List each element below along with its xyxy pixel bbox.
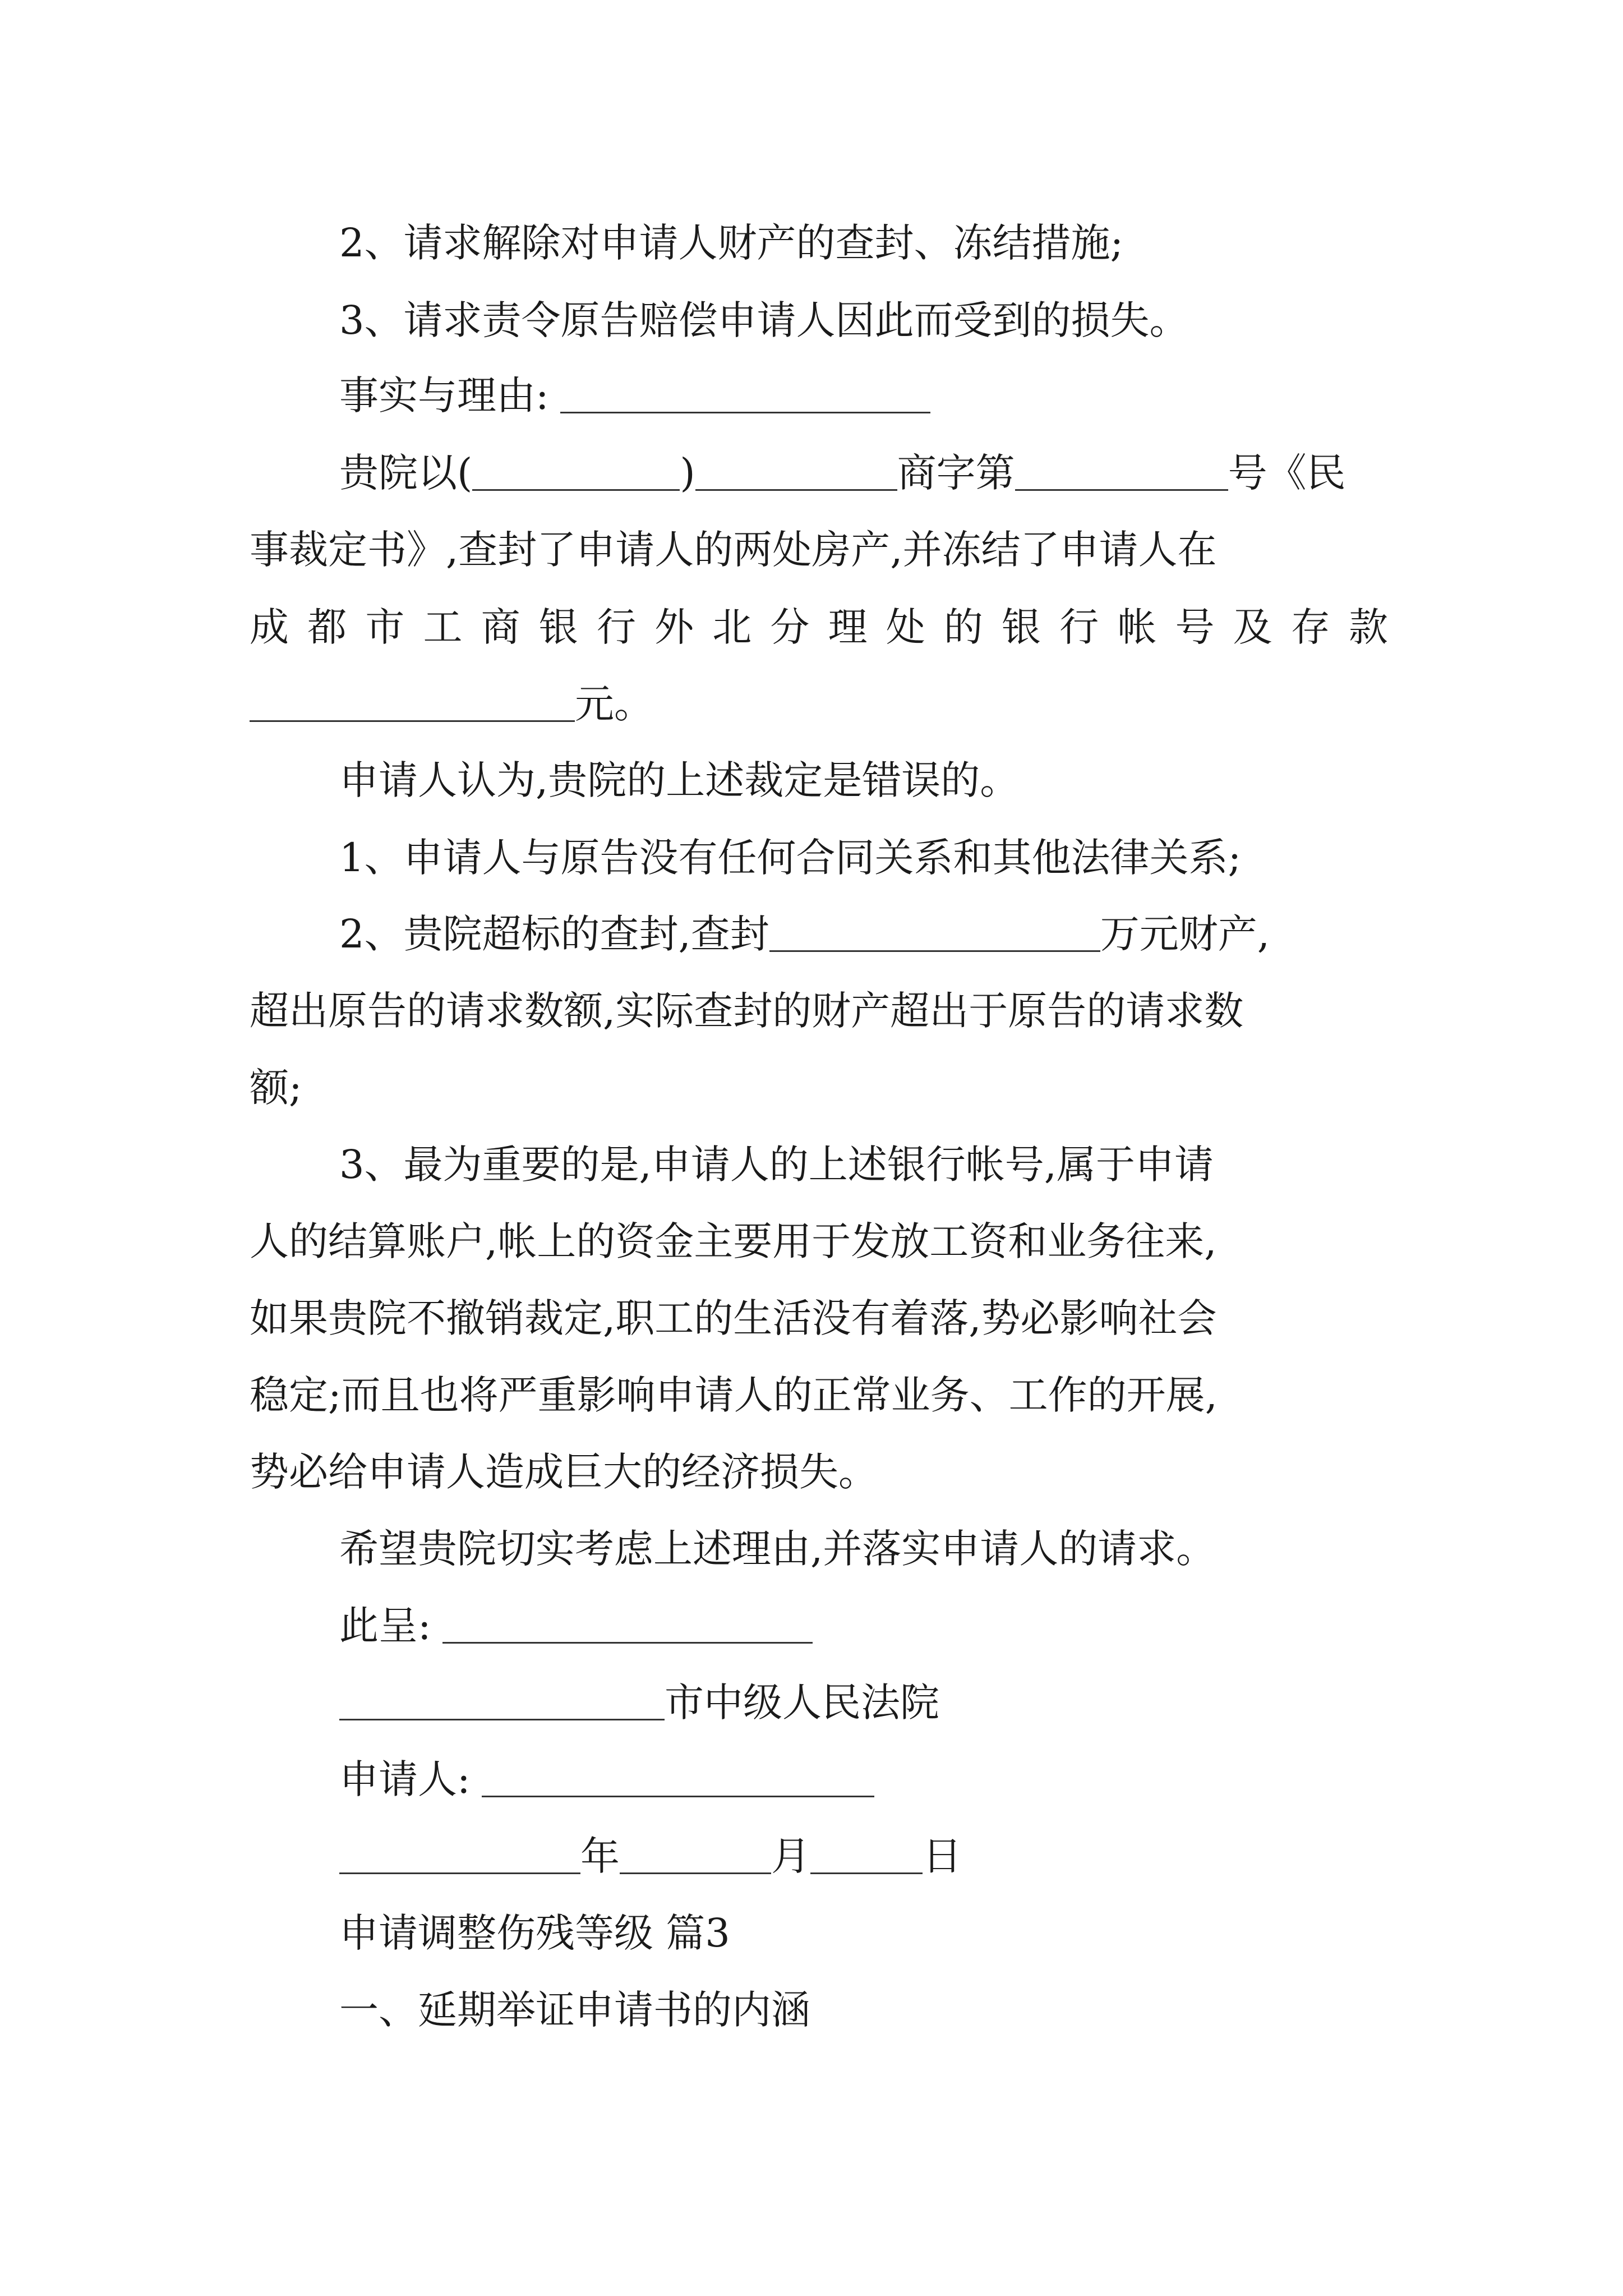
seized-amount-blank bbox=[769, 917, 1100, 952]
facts-blank bbox=[560, 378, 930, 413]
opinion-line: 申请人认为,贵院的上述裁定是错误的。 bbox=[339, 757, 1020, 803]
court-name-line bbox=[339, 1677, 939, 1728]
bank-line-char: 商 bbox=[481, 604, 520, 650]
bank-line-char: 理 bbox=[828, 604, 868, 650]
court-city-blank bbox=[339, 1685, 665, 1720]
bank-line-char: 帐 bbox=[1117, 604, 1157, 650]
ruling-text-a: 贵院以( bbox=[339, 450, 473, 496]
request-item-3: 3、请求责令原告赔偿申请人因此而受到的损失。 bbox=[339, 297, 1189, 343]
bank-line-char: 处 bbox=[886, 604, 925, 650]
amount-blank bbox=[250, 687, 575, 722]
reason-2-text-a: 2、贵院超标的查封,查封 bbox=[339, 911, 769, 957]
request-item-2: 2、请求解除对申请人财产的查封、冻结措施; bbox=[339, 220, 1124, 266]
bank-line-char: 的 bbox=[943, 604, 983, 650]
reason-3-line-2: 人的结算账户,帐上的资金主要用于发放工资和业务往来, bbox=[250, 1218, 1217, 1264]
reason-2-line-3: 额; bbox=[250, 1065, 302, 1111]
case-number-blank bbox=[1015, 455, 1228, 491]
bank-line-char: 北 bbox=[712, 604, 752, 650]
date-line bbox=[339, 1831, 962, 1881]
ruling-reference-line bbox=[339, 448, 1346, 498]
ruling-text-c: 商字第 bbox=[897, 450, 1015, 496]
bank-line-char: 行 bbox=[596, 604, 636, 650]
ruling-line-2: 事裁定书》,查封了申请人的两处房产,并冻结了申请人在 bbox=[250, 527, 1217, 573]
bank-line-char: 外 bbox=[654, 604, 694, 650]
bank-line-char: 号 bbox=[1175, 604, 1215, 650]
day-field-blank bbox=[810, 1839, 923, 1874]
bank-line-char: 行 bbox=[1059, 604, 1099, 650]
bank-line-char: 都 bbox=[307, 604, 347, 650]
date-day: 日 bbox=[923, 1833, 962, 1879]
court-code-blank bbox=[695, 455, 897, 491]
submit-to-label: 此呈: bbox=[339, 1603, 431, 1649]
bank-line-char: 及 bbox=[1233, 604, 1272, 650]
subsection-heading: 一、延期举证申请书的内涵 bbox=[339, 1987, 810, 2033]
reason-3-line-1: 3、最为重要的是,申请人的上述银行帐号,属于申请 bbox=[339, 1142, 1214, 1188]
facts-heading bbox=[339, 370, 930, 421]
bank-line-char: 款 bbox=[1348, 604, 1388, 650]
bank-line-char: 银 bbox=[538, 604, 578, 650]
applicant-line bbox=[339, 1754, 874, 1805]
bank-line-char: 市 bbox=[365, 604, 405, 650]
submit-to-line bbox=[339, 1600, 813, 1651]
ruling-text-d: 号《民 bbox=[1228, 450, 1346, 496]
bank-line-char: 分 bbox=[770, 604, 810, 650]
applicant-label: 申请人: bbox=[339, 1756, 471, 1802]
amount-line bbox=[250, 679, 653, 729]
year-blank bbox=[472, 455, 680, 491]
bank-line-char: 成 bbox=[250, 604, 289, 650]
court-name: 市中级人民法院 bbox=[665, 1680, 939, 1726]
applicant-blank bbox=[482, 1762, 874, 1797]
date-year: 年 bbox=[580, 1833, 620, 1879]
reason-3-line-5: 势必给申请人造成巨大的经济损失。 bbox=[250, 1449, 878, 1495]
ruling-text-b: ) bbox=[680, 450, 695, 496]
facts-label: 事实与理由: bbox=[339, 372, 549, 418]
reason-3-line-3: 如果贵院不撤销裁定,职工的生活没有着落,势必影响社会 bbox=[250, 1295, 1217, 1341]
date-month: 月 bbox=[771, 1833, 810, 1879]
reason-2-text-b: 万元财产, bbox=[1100, 911, 1270, 957]
hope-line: 希望贵院切实考虑上述理由,并落实申请人的请求。 bbox=[339, 1526, 1216, 1572]
bank-line-char: 存 bbox=[1290, 604, 1330, 650]
reason-1: 1、申请人与原告没有任何合同关系和其他法律关系; bbox=[339, 835, 1242, 881]
year-field-blank bbox=[339, 1839, 580, 1874]
submit-to-blank bbox=[442, 1608, 813, 1644]
month-field-blank bbox=[620, 1839, 771, 1874]
section-title: 申请调整伤残等级 篇3 bbox=[339, 1910, 730, 1956]
reason-3-line-4: 稳定;而且也将严重影响申请人的正常业务、工作的开展, bbox=[250, 1372, 1218, 1418]
bank-line-chars bbox=[250, 602, 1388, 652]
bank-line-char: 银 bbox=[1002, 604, 1041, 650]
reason-2-line-1 bbox=[339, 909, 1270, 959]
amount-suffix: 元。 bbox=[575, 681, 653, 727]
bank-line bbox=[250, 602, 1388, 652]
reason-2-line-2: 超出原告的请求数额,实际查封的财产超出于原告的请求数 bbox=[250, 988, 1244, 1034]
bank-line-char: 工 bbox=[423, 604, 463, 650]
